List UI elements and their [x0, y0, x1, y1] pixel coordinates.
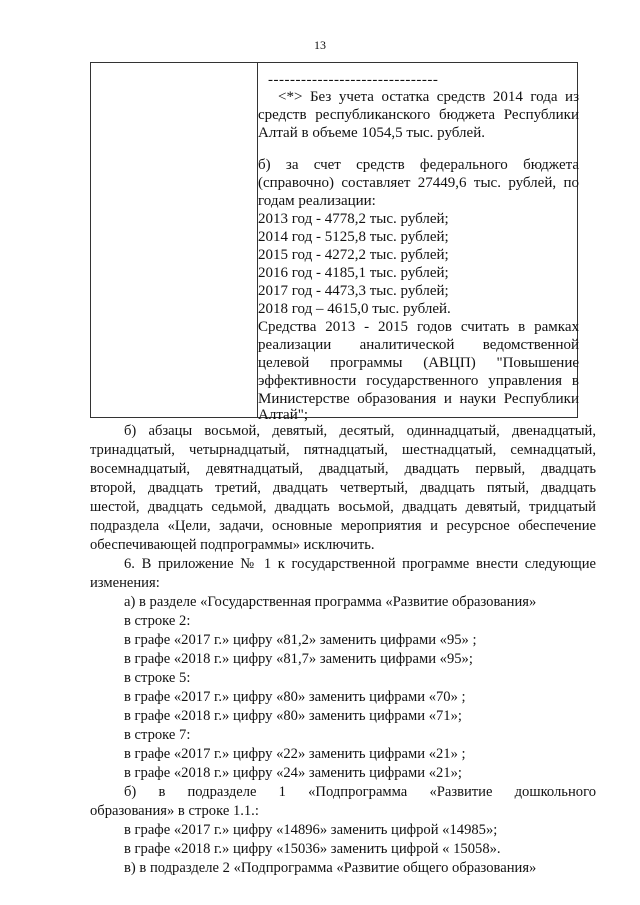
cell-line: годам реализации:: [258, 193, 376, 209]
paragraph-line: а) в разделе «Государственная программа «Развитие образования»: [124, 594, 537, 610]
cell-line: целевой программы (АВЦП) "Повышение: [258, 355, 579, 371]
table-left-cell: [91, 63, 258, 417]
cell-line: 2017 год - 4473,3 тыс. рублей;: [258, 283, 449, 299]
program-table: [90, 62, 579, 423]
cell-line: Средства 2013 - 2015 годов считать в рамках: [258, 319, 579, 335]
paragraph-line: восемнадцатый, девятнадцатый, двадцатый, двадцать первый, двадцать: [90, 461, 596, 477]
paragraph-line: шестой, двадцать седьмой, двадцать восьмой, двадцать девятый, тридцатый: [90, 499, 596, 515]
cell-line: эффективности государственного управления в: [258, 373, 579, 389]
cell-line: 2016 год - 4185,1 тыс. рублей;: [258, 265, 449, 281]
cell-line: Алтай в объеме 1054,5 тыс. рублей.: [258, 125, 485, 141]
paragraph-line: в графе «2017 г.» цифру «14896» заменить цифрой «14985»;: [124, 822, 498, 838]
cell-line: Министерстве образования и науки Республики: [258, 391, 579, 407]
paragraph-line: б) в подразделе 1 «Подпрограмма «Развитие дошкольного: [124, 784, 596, 800]
paragraph-line: тринадцатый, четырнадцатый, пятнадцатый, шестнадцатый, семнадцатый,: [90, 442, 596, 458]
cell-line: Алтай";: [258, 407, 309, 423]
table-right-cell: [258, 63, 579, 423]
paragraph-line: в графе «2017 г.» цифру «81,2» заменить цифрами «95» ;: [124, 632, 477, 648]
footnote-separator: -------------------------------: [268, 72, 439, 88]
cell-line: 2014 год - 5125,8 тыс. рублей;: [258, 229, 449, 245]
cell-line: реализации аналитической ведомственной: [258, 337, 579, 353]
paragraph-line: в графе «2018 г.» цифру «80» заменить цифрами «71»;: [124, 708, 462, 724]
cell-line: 2018 год – 4615,0 тыс. рублей.: [258, 301, 451, 317]
paragraph-line: изменения:: [90, 575, 160, 591]
paragraph-line: в) в подразделе 2 «Подпрограмма «Развитие общего образования»: [124, 860, 537, 876]
paragraph-line: в графе «2017 г.» цифру «80» заменить цифрами «70» ;: [124, 689, 466, 705]
cell-line: б) за счет средств федерального бюджета: [258, 157, 579, 173]
paragraph-line: в строке 7:: [124, 727, 191, 743]
paragraph-line: образования» в строке 1.1.:: [90, 803, 259, 819]
paragraph-line: в графе «2018 г.» цифру «81,7» заменить цифрами «95»;: [124, 651, 473, 667]
paragraph-line: второй, двадцать третий, двадцать четвертый, двадцать пятый, двадцать: [90, 480, 596, 496]
paragraph-line: в графе «2018 г.» цифру «15036» заменить цифрой « 15058».: [124, 841, 501, 857]
cell-line: 2013 год - 4778,2 тыс. рублей;: [258, 211, 449, 227]
cell-line: 2015 год - 4272,2 тыс. рублей;: [258, 247, 449, 263]
paragraph-line: в строке 5:: [124, 670, 191, 686]
paragraph-line: обеспечивающей подпрограммы» исключить.: [90, 537, 375, 553]
cell-line: средств республиканского бюджета Республики: [258, 107, 579, 123]
cell-line: (справочно) составляет 27449,6 тыс. рублей, по: [258, 175, 579, 191]
paragraph-line: подраздела «Цели, задачи, основные мероприятия и ресурсное обеспечение: [90, 518, 596, 534]
paragraph-line: 6. В приложение № 1 к государственной программе внести следующие: [124, 556, 596, 572]
paragraph-line: в строке 2:: [124, 613, 191, 629]
cell-line: <*> Без учета остатка средств 2014 года из: [278, 89, 579, 105]
paragraph-line: в графе «2018 г.» цифру «24» заменить цифрами «21»;: [124, 765, 462, 781]
page-number: 13: [314, 38, 326, 52]
paragraph-line: б) абзацы восьмой, девятый, десятый, одиннадцатый, двенадцатый,: [124, 423, 596, 439]
paragraph-line: в графе «2017 г.» цифру «22» заменить цифрами «21» ;: [124, 746, 466, 762]
